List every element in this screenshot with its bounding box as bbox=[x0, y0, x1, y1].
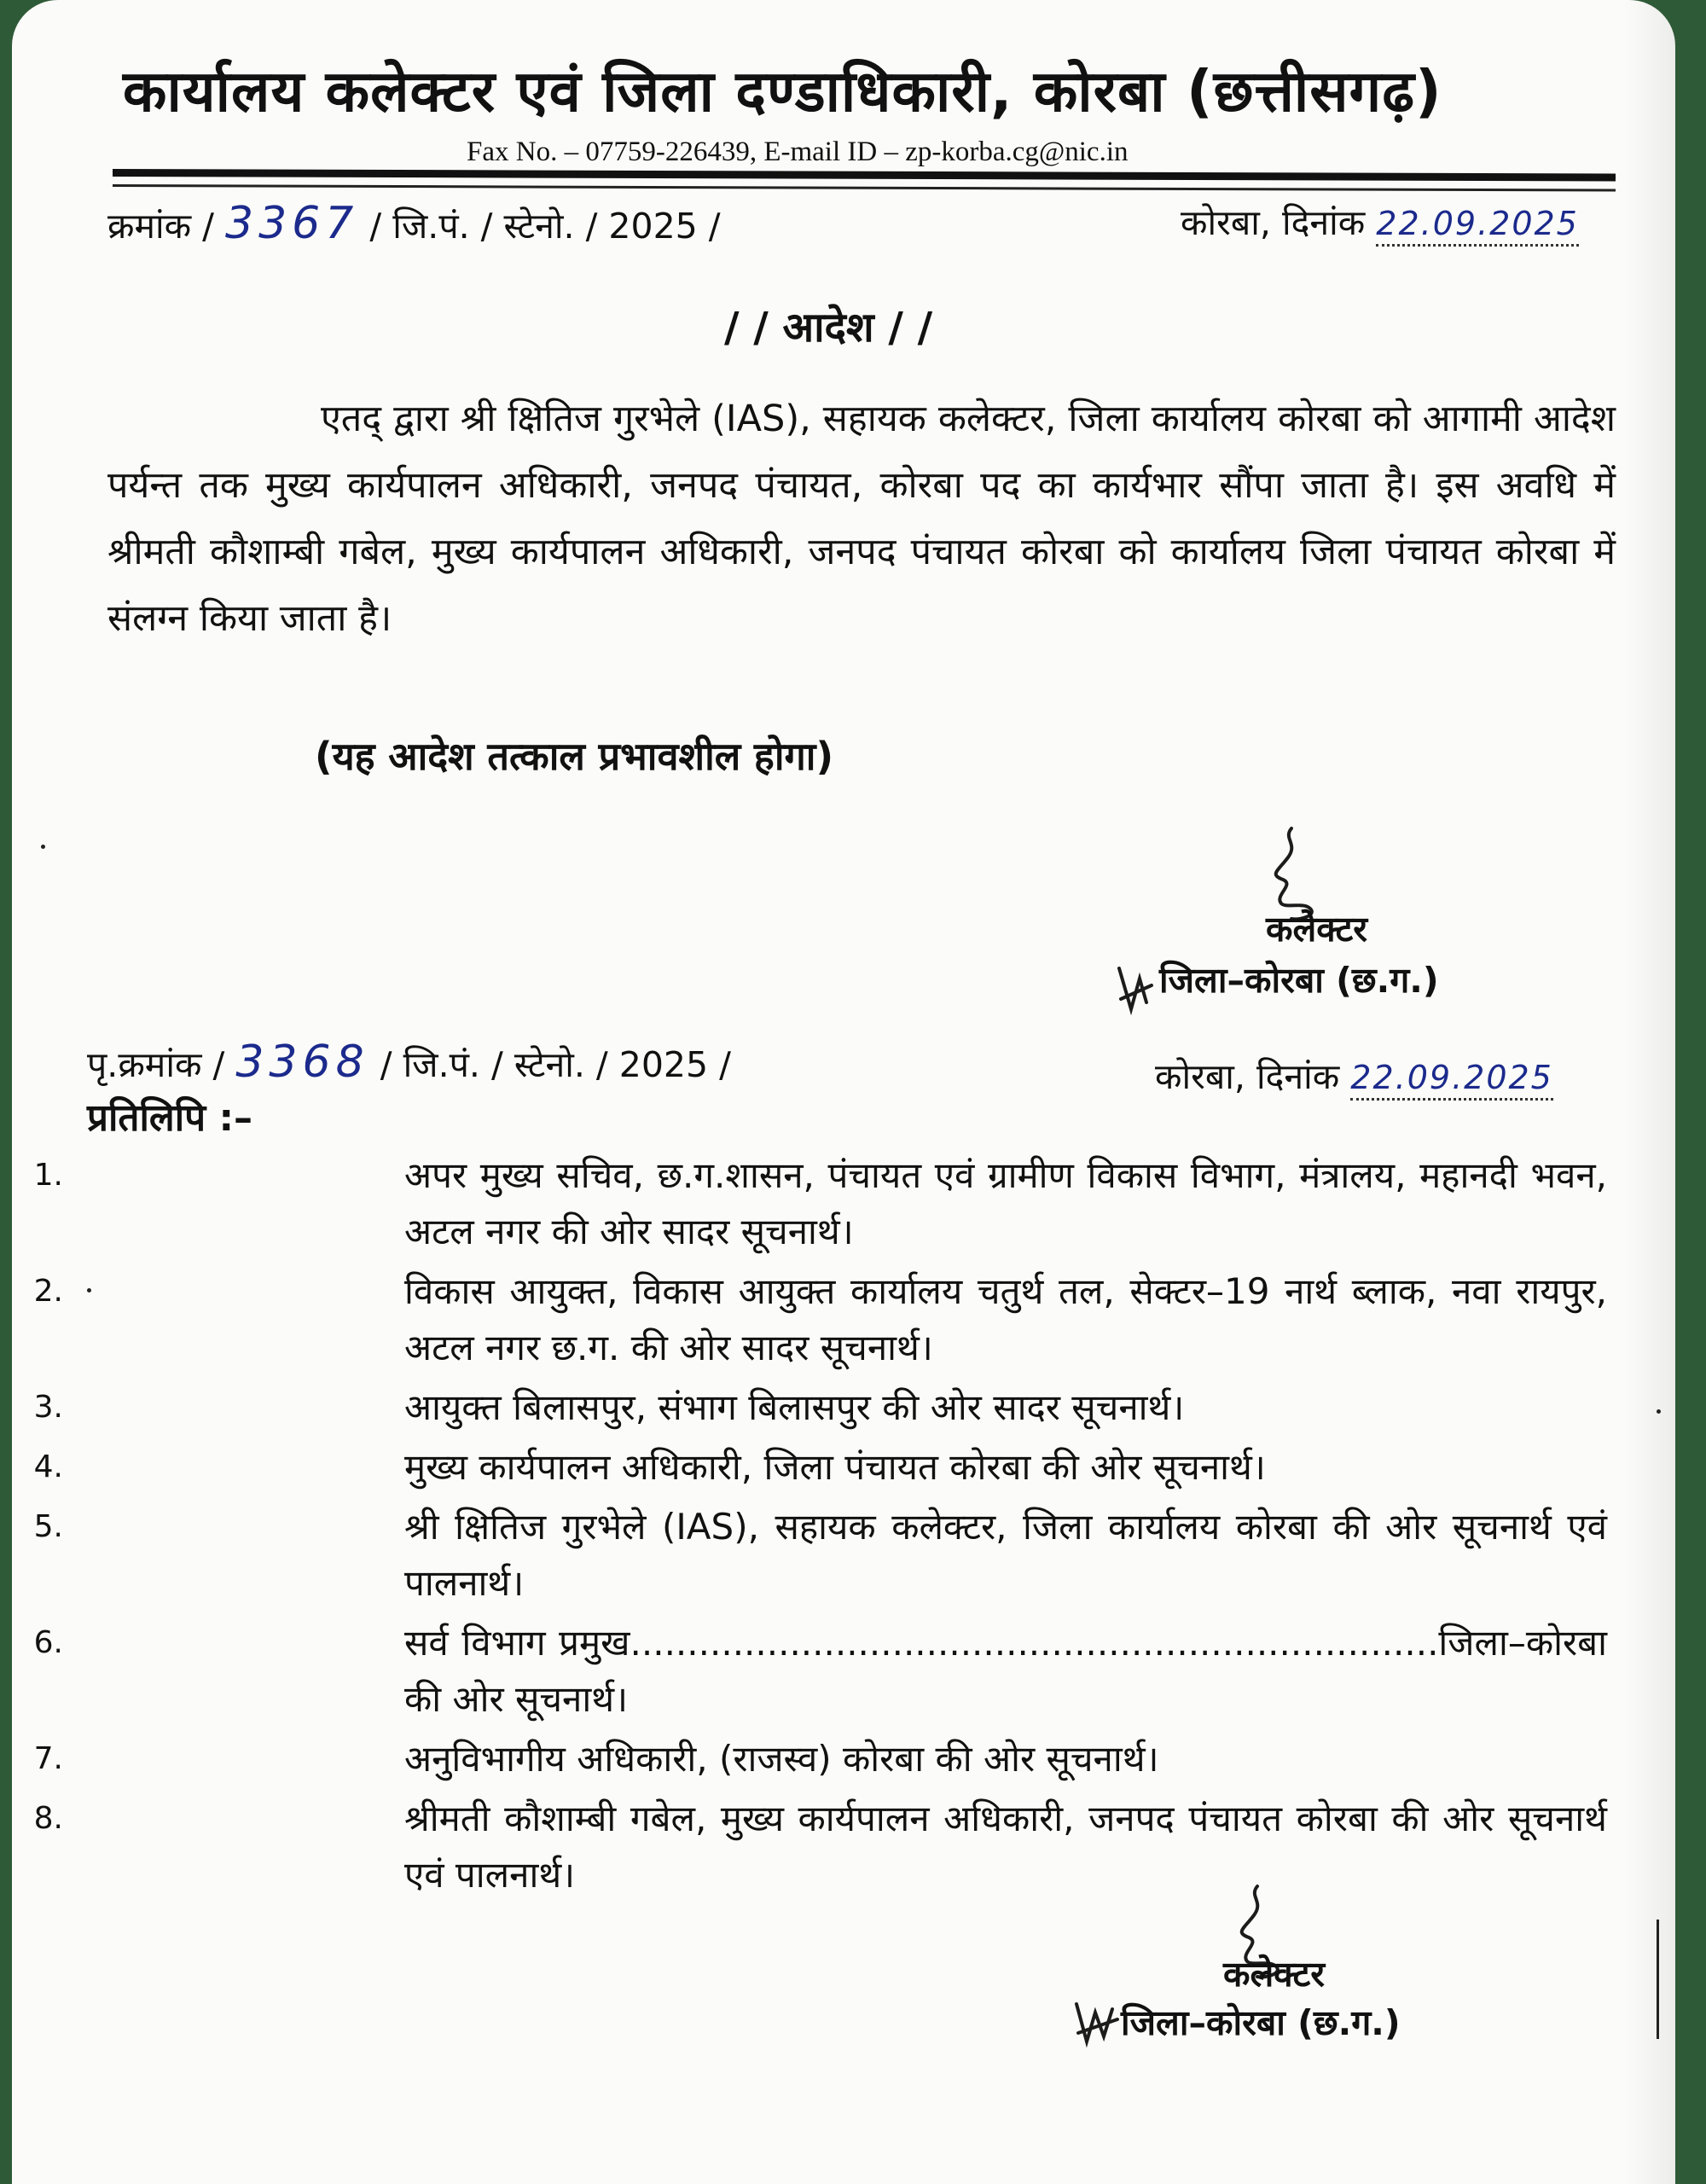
signatory-district-2: जिला–कोरबा (छ.ग.) bbox=[1121, 2002, 1401, 2043]
copy-reference-prefix: पृ.क्रमांक / bbox=[87, 1044, 225, 1085]
copy-reference-date-line bbox=[1155, 1052, 1553, 1100]
reference-prefix: क्रमांक / bbox=[107, 206, 214, 247]
fax-email-line: Fax No. – 07759-226439, E-mail ID – zp-korba.cg@nic.in bbox=[467, 136, 1129, 167]
copy-item-number: 3. bbox=[33, 1390, 63, 1425]
copy-reference-number-line bbox=[87, 1037, 731, 1088]
copy-item-number: 4. bbox=[33, 1449, 63, 1484]
copy-to-list bbox=[33, 1147, 1607, 1907]
place-date-label: कोरबा, दिनांक bbox=[1181, 202, 1366, 243]
copy-item-number: 7. bbox=[33, 1741, 63, 1776]
order-heading: / / आदेश / / bbox=[724, 304, 933, 351]
copy-item bbox=[33, 1731, 1607, 1787]
order-body: एतद् द्वारा श्री क्षितिज गुरभेले (IAS), सहायक कलेक्टर, जिला कार्यालय कोरबा को आगामी आदेश पर्यन्त तक मुख्य कार्यपालन अधिकारी, जनपद पंचायत, कोरबा पद का कार्यभार सौंपा जाता है। इस अवधि में श्रीमती कौशाम्बी गबेल, मुख्य कार्यपालन अधिकारी, जनपद पंचायत कोरबा को कार्यालय जिला पंचायत कोरबा में संलग्न किया जाता है। bbox=[107, 398, 1616, 640]
copy-item-text: आयुक्त बिलासपुर, संभाग बिलासपुर की ओर सादर सूचनार्थ। bbox=[404, 1386, 1185, 1428]
office-title: कार्यालय कलेक्टर एवं जिला दण्डाधिकारी, कोरबा (छत्तीसगढ़) bbox=[123, 58, 1442, 125]
header-rule-thin bbox=[113, 184, 1616, 192]
copy-item-text: मुख्य कार्यपालन अधिकारी, जिला पंचायत कोरबा की ओर सूचनार्थ। bbox=[404, 1446, 1266, 1488]
scan-speck bbox=[87, 1288, 91, 1292]
copy-item-number: 6. bbox=[33, 1625, 63, 1660]
copy-item bbox=[33, 1615, 1607, 1728]
copy-item bbox=[33, 1439, 1607, 1496]
copy-date-handwritten: 22.09.2025 bbox=[1350, 1059, 1553, 1101]
copy-item bbox=[33, 1499, 1607, 1612]
copy-item-number: 1. bbox=[33, 1158, 63, 1193]
copy-item-text: अपर मुख्य सचिव, छ.ग.शासन, पंचायत एवं ग्रामीण विकास विभाग, मंत्रालय, महानदी भवन, अटल नगर की ओर सादर सूचनार्थ। bbox=[404, 1154, 1607, 1252]
reference-number-handwritten: 3367 bbox=[225, 198, 359, 249]
copy-item bbox=[33, 1147, 1607, 1260]
scan-speck bbox=[41, 845, 45, 849]
copy-item-text: सर्व विभाग प्रमुख.......................................................................जिला–कोरबा की ओर सूचनार्थ। bbox=[404, 1622, 1607, 1720]
signatory-district-1: जिला–कोरबा (छ.ग.) bbox=[1159, 960, 1439, 1001]
scan-speck bbox=[1657, 1409, 1661, 1414]
scan-margin-line bbox=[1657, 1920, 1659, 2039]
copy-item-number: 8. bbox=[33, 1801, 63, 1836]
copy-item bbox=[33, 1380, 1607, 1436]
signatory-title-1: कलेक्टर bbox=[1266, 909, 1368, 950]
page-shadow bbox=[1624, 0, 1675, 2184]
copy-item-number: 5. bbox=[33, 1509, 63, 1544]
signatory-title-2: कलेक्टर bbox=[1223, 1954, 1326, 1995]
effective-note: (यह आदेश तत्काल प्रभावशील होगा) bbox=[315, 734, 834, 779]
reference-suffix: / जि.पं. / स्टेनो. / 2025 / bbox=[369, 206, 721, 247]
header-rule-thick bbox=[113, 169, 1616, 182]
copy-item-number: 2. bbox=[33, 1274, 63, 1309]
document-page bbox=[12, 0, 1675, 2184]
copy-item-text: अनुविभागीय अधिकारी, (राजस्व) कोरबा की ओर सूचनार्थ। bbox=[404, 1738, 1159, 1780]
copy-item bbox=[33, 1263, 1607, 1376]
copy-item bbox=[33, 1791, 1607, 1903]
copy-to-heading: प्रतिलिपि :– bbox=[87, 1096, 253, 1140]
copy-reference-number-handwritten: 3368 bbox=[235, 1037, 369, 1088]
copy-reference-suffix: / जि.पं. / स्टेनो. / 2025 / bbox=[380, 1044, 731, 1085]
reference-date-line bbox=[1181, 198, 1579, 246]
copy-item-text: श्रीमती कौशाम्बी गबेल, मुख्य कार्यपालन अधिकारी, जनपद पंचायत कोरबा की ओर सूचनार्थ एवं पालनार्थ। bbox=[404, 1798, 1607, 1896]
copy-item-text: श्री क्षितिज गुरभेले (IAS), सहायक कलेक्टर, जिला कार्यालय कोरबा की ओर सूचनार्थ एवं पालनार्थ। bbox=[404, 1506, 1607, 1604]
reference-number-line bbox=[107, 198, 721, 249]
order-date-handwritten: 22.09.2025 bbox=[1376, 205, 1579, 247]
initial-mark-1 bbox=[1112, 960, 1163, 1019]
copy-item-text: विकास आयुक्त, विकास आयुक्त कार्यालय चतुर्थ तल, सेक्टर–19 नार्थ ब्लाक, नवा रायपुर, अटल नगर छ.ग. की ओर सादर सूचनार्थ। bbox=[404, 1270, 1607, 1368]
copy-place-date-label: कोरबा, दिनांक bbox=[1155, 1056, 1340, 1097]
